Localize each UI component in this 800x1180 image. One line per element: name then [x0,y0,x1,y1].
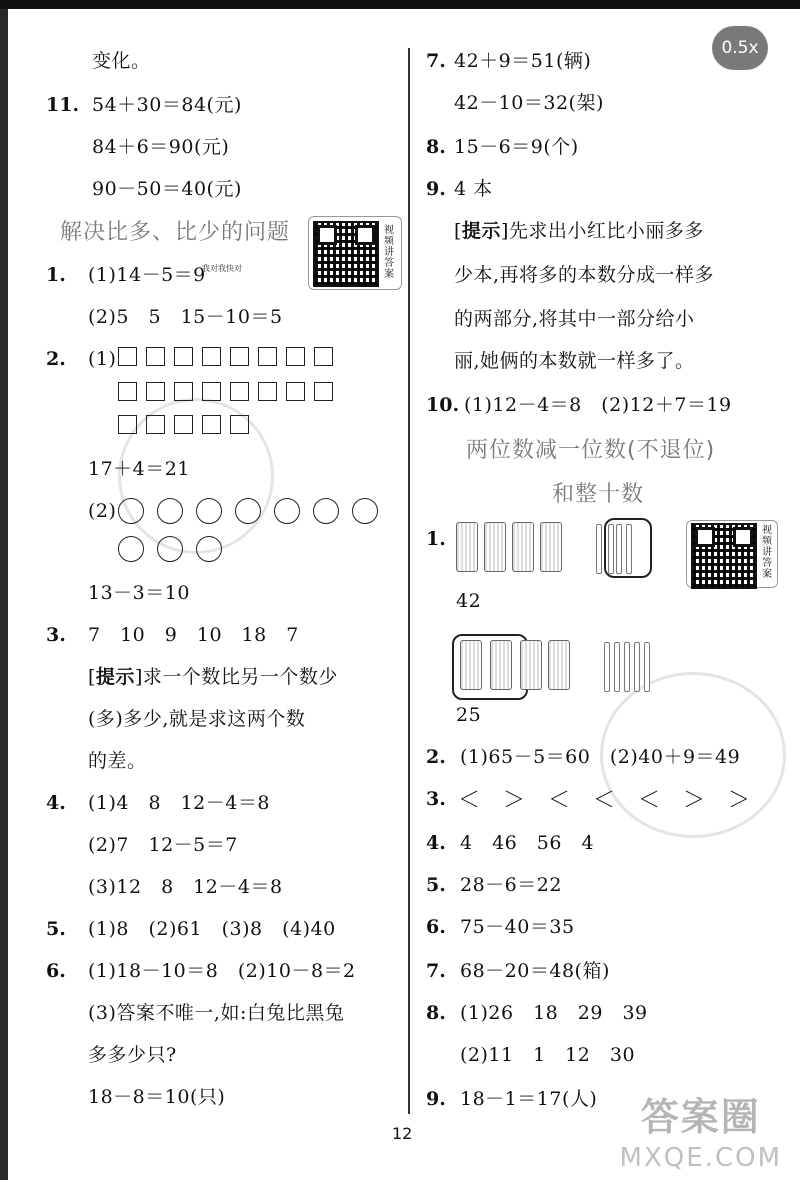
stick-icon [614,642,620,692]
answer-line: (2) [88,500,117,522]
stick-icon [596,524,602,574]
answer-line: (1)65－5＝60 (2)40＋9＝49 [460,746,741,768]
answer-line: (2)7 12－5＝7 [88,834,238,856]
qr-code-box[interactable] [686,520,778,588]
hint-keyword: 提示 [95,666,135,688]
hint-text: 求一个数比另一个数少 [142,666,338,688]
answer-line: (1) [88,348,117,370]
answer-line: (3)12 8 12－4＝8 [88,876,283,898]
question-number: 3. [426,788,446,810]
stick-icon [626,524,632,574]
answer-line: 18－1＝17(人) [460,1088,598,1110]
answer-line: 28－6＝22 [460,874,562,896]
question-number: 4. [46,792,66,814]
answer-line: 15－6＝9(个) [454,136,579,158]
question-number: 5. [426,874,446,896]
question-number: 4. [426,832,446,854]
question-number: 9. [426,178,446,200]
watermark-url: MXQE.COM [619,1143,782,1173]
answer-line: 13－3＝10 [88,582,190,604]
qr-code-icon[interactable] [313,221,379,287]
squares-row-1 [118,346,342,366]
question-number: 1. [426,528,446,550]
question-number: 6. [46,960,66,982]
answer-line: (2)5 5 15－10＝5 [88,306,283,328]
answer-line: (1)4 8 12－4＝8 [88,792,270,814]
qr-label: 视频讲答案 [384,225,394,280]
answer-line: 18－8＝10(只) [88,1086,226,1108]
question-number: 7. [426,960,446,982]
question-number: 3. [46,624,66,646]
hint-keyword: 提示 [461,220,501,242]
stick-bundle-icon [460,640,482,690]
hint-line: (多)多少,就是求这两个数 [88,708,306,730]
question-number: 8. [426,1002,446,1024]
watermark-logo-text: 答案圈 [640,1095,761,1139]
hint-line: 丽,她俩的本数就一样多了。 [454,350,695,372]
hint-line: [提示]求一个数比另一个数少 [88,666,338,688]
stick-icon [644,642,650,692]
section-title: 两位数减一位数(不退位) [466,438,716,463]
section-title: 和整十数 [552,482,645,507]
column-divider [408,48,410,1114]
question-number: 10. [426,394,460,416]
tiny-label: 我对我快对 [202,264,242,273]
hint-text: 先求出小红比小丽多多 [508,220,704,242]
answer-line: 75－40＝35 [460,916,575,938]
site-watermark [620,1086,782,1173]
answer-line: 42－10＝32(架) [454,92,604,114]
answer-line: 25 [456,704,482,726]
answer-line: (1)14－5＝9 [88,264,206,286]
stick-icon [624,642,630,692]
answer-line: 4 46 56 4 [460,832,595,854]
answer-line: (1)26 18 29 39 [460,1002,648,1024]
stick-bundle-icon [520,640,542,690]
hint-line: 的两部分,将其中一部分给小 [454,308,695,330]
answer-line: (2)11 1 12 30 [460,1044,636,1066]
answer-line: 4 本 [454,178,493,200]
text-line: 变化。 [92,50,151,72]
left-edge [0,9,8,1180]
section-title: 解决比多、比少的问题 [60,220,291,245]
answer-line: (1)12－4＝8 (2)12＋7＝19 [464,394,732,416]
question-number: 6. [426,916,446,938]
question-number: 2. [426,746,446,768]
answer-line: 7 10 9 10 18 7 [88,624,299,646]
top-edge [0,0,800,9]
stick-bundle-icon [490,640,512,690]
stick-icon [616,524,622,574]
page-number: 12 [392,1124,413,1143]
hint-line: [提示]先求出小红比小丽多多 [454,220,704,242]
question-number: 5. [46,918,66,940]
question-number: 11. [46,94,80,116]
question-number: 2. [46,348,66,370]
stick-bundle-icon [548,640,570,690]
question-number: 7. [426,50,446,72]
answer-line: ＜ ＞ ＜ ＜ ＜ ＞ ＞ [458,788,751,813]
hint-line: 少本,再将多的本数分成一样多 [454,264,715,286]
answer-line: (3)答案不唯一,如:白兔比黑兔 [88,1002,345,1024]
qr-code-icon[interactable] [691,523,757,589]
answer-line: 42 [456,590,482,612]
stick-icon [634,642,640,692]
answer-line: 84＋6＝90(元) [92,136,230,158]
stick-bundle-icon [540,522,562,572]
hint-line: 的差。 [88,750,147,772]
answer-line: 68－20＝48(箱) [460,960,610,982]
stick-icon [604,642,610,692]
answer-line: 54＋30＝84(元) [92,94,242,116]
circles-row-2 [118,536,235,562]
stick-bundle-icon [512,522,534,572]
answer-line: (1)8 (2)61 (3)8 (4)40 [88,918,336,940]
stick-bundle-icon [456,522,478,572]
circles-row-1 [118,498,391,524]
answer-line: 42＋9＝51(辆) [454,50,592,72]
answer-line: (1)18－10＝8 (2)10－8＝2 [88,960,356,982]
answer-line: 17＋4＝21 [88,458,190,480]
squares-row-2 [118,381,342,401]
squares-row-3 [118,414,258,434]
answer-line: 多多少只? [88,1044,177,1066]
answer-line: 90－50＝40(元) [92,178,242,200]
qr-code-box[interactable] [308,216,402,290]
playback-speed-button[interactable]: 0.5x [712,26,768,70]
question-number: 8. [426,136,446,158]
qr-label: 视频讲答案 [762,525,772,580]
question-number: 1. [46,264,66,286]
stick-bundle-icon [484,522,506,572]
question-number: 9. [426,1088,446,1110]
